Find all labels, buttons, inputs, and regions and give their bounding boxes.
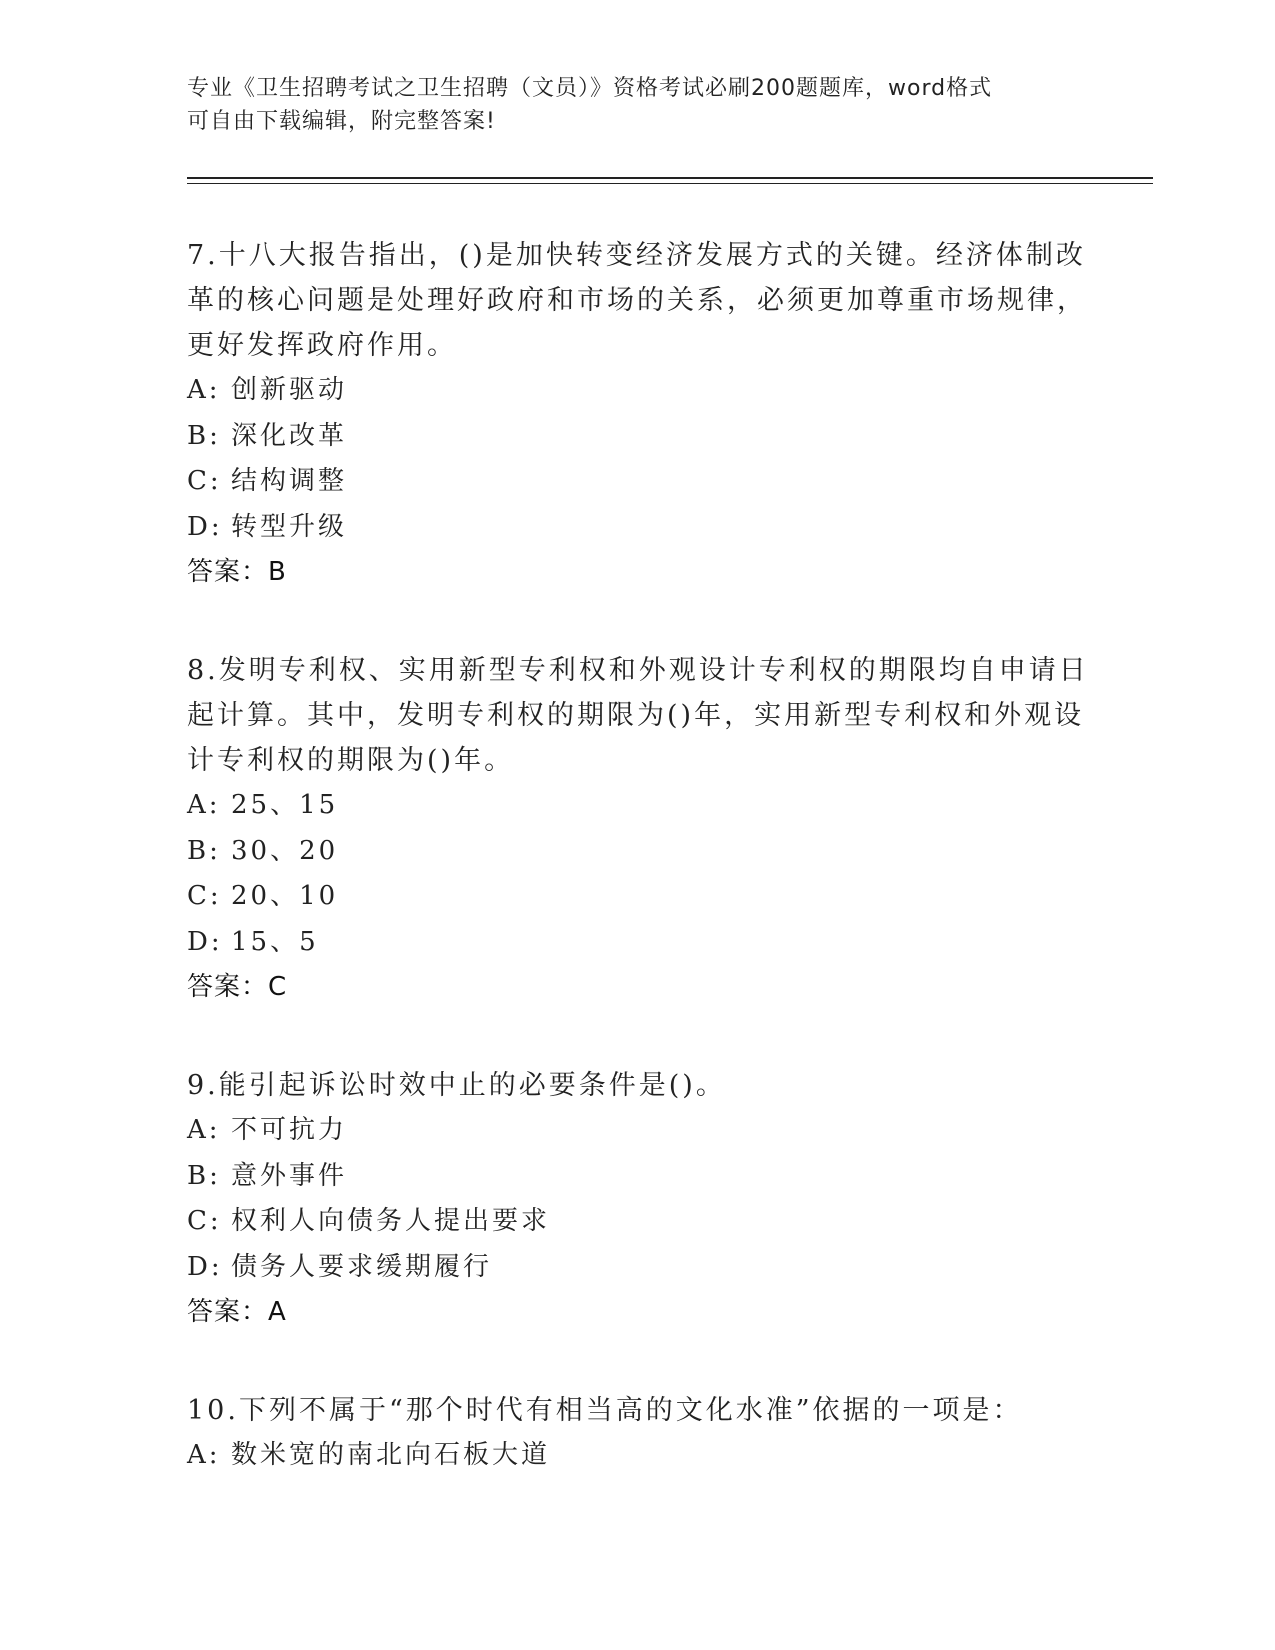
question-stem-line: 起计算。其中，发明专利权的期限为()年，实用新型专利权和外观设 xyxy=(187,700,1085,731)
option-key: C: xyxy=(187,1206,222,1236)
answer-label: 答案：B xyxy=(187,557,287,587)
option-key: C: xyxy=(187,466,222,496)
option-text: 不可抗力 xyxy=(231,1115,348,1145)
option-a xyxy=(187,783,1067,829)
option-d xyxy=(187,505,1067,551)
option-text: 创新驱动 xyxy=(231,375,348,405)
option-key: A: xyxy=(187,790,221,820)
question-9 xyxy=(187,1063,1067,1335)
header-divider-thick xyxy=(187,177,1153,179)
question-8 xyxy=(187,648,1089,1010)
question-stem-line: 9.能引起诉讼时效中止的必要条件是()。 xyxy=(187,1070,726,1101)
option-key: D: xyxy=(187,926,223,957)
question-stem-line: 计专利权的期限为()年。 xyxy=(187,745,515,776)
option-key: A: xyxy=(187,375,221,405)
question-stem-line: 10.下列不属于“那个时代有相当高的文化水准”依据的一项是： xyxy=(187,1395,1023,1426)
option-text: 25、15 xyxy=(231,790,339,820)
option-key: B: xyxy=(187,1160,221,1191)
option-a xyxy=(187,368,1067,414)
option-text: 转型升级 xyxy=(231,511,348,542)
option-key: D: xyxy=(187,1251,223,1282)
option-b xyxy=(187,1154,1067,1200)
option-key: A: xyxy=(187,1115,221,1145)
option-key: B: xyxy=(187,835,221,866)
document-header xyxy=(187,72,1067,138)
question-7 xyxy=(187,233,1087,595)
option-c xyxy=(187,459,1067,505)
option-b xyxy=(187,414,1067,460)
option-a xyxy=(187,1433,1067,1479)
option-text: 债务人要求缓期履行 xyxy=(231,1251,493,1282)
option-text: 数米宽的南北向石板大道 xyxy=(231,1440,551,1470)
option-text: 30、20 xyxy=(231,835,339,866)
question-stem-line: 8.发明专利权、实用新型专利权和外观设计专利权的期限均自申请日 xyxy=(187,655,1089,686)
option-b xyxy=(187,829,1067,875)
answer-label: 答案：A xyxy=(187,1297,287,1327)
question-stem-line: 革的核心问题是处理好政府和市场的关系，必须更加尊重市场规律， xyxy=(187,285,1087,316)
option-text: 意外事件 xyxy=(231,1160,348,1191)
question-stem-line: 7.十八大报告指出，()是加快转变经济发展方式的关键。经济体制改 xyxy=(187,240,1086,271)
header-title-line-1: 专业《卫生招聘考试之卫生招聘（文员）》资格考试必刷200题题库，word格式 xyxy=(187,76,993,101)
answer-label: 答案：C xyxy=(187,972,288,1002)
option-text: 15、5 xyxy=(231,926,319,957)
question-stem-line: 更好发挥政府作用。 xyxy=(187,330,457,361)
option-c xyxy=(187,874,1067,920)
option-a xyxy=(187,1108,1067,1154)
question-10 xyxy=(187,1388,1067,1479)
header-title-line-2: 可自由下载编辑，附完整答案! xyxy=(187,109,496,134)
option-text: 20、10 xyxy=(231,881,339,911)
option-d xyxy=(187,920,1067,966)
option-key: B: xyxy=(187,420,221,451)
option-c xyxy=(187,1199,1067,1245)
option-text: 权利人向债务人提出要求 xyxy=(231,1206,551,1236)
option-text: 结构调整 xyxy=(231,466,348,496)
question-list xyxy=(187,233,1089,1532)
header-divider-thin xyxy=(187,183,1153,184)
option-key: C: xyxy=(187,881,222,911)
option-key: A: xyxy=(187,1440,221,1470)
option-d xyxy=(187,1245,1067,1291)
option-text: 深化改革 xyxy=(231,420,348,451)
option-key: D: xyxy=(187,511,223,542)
